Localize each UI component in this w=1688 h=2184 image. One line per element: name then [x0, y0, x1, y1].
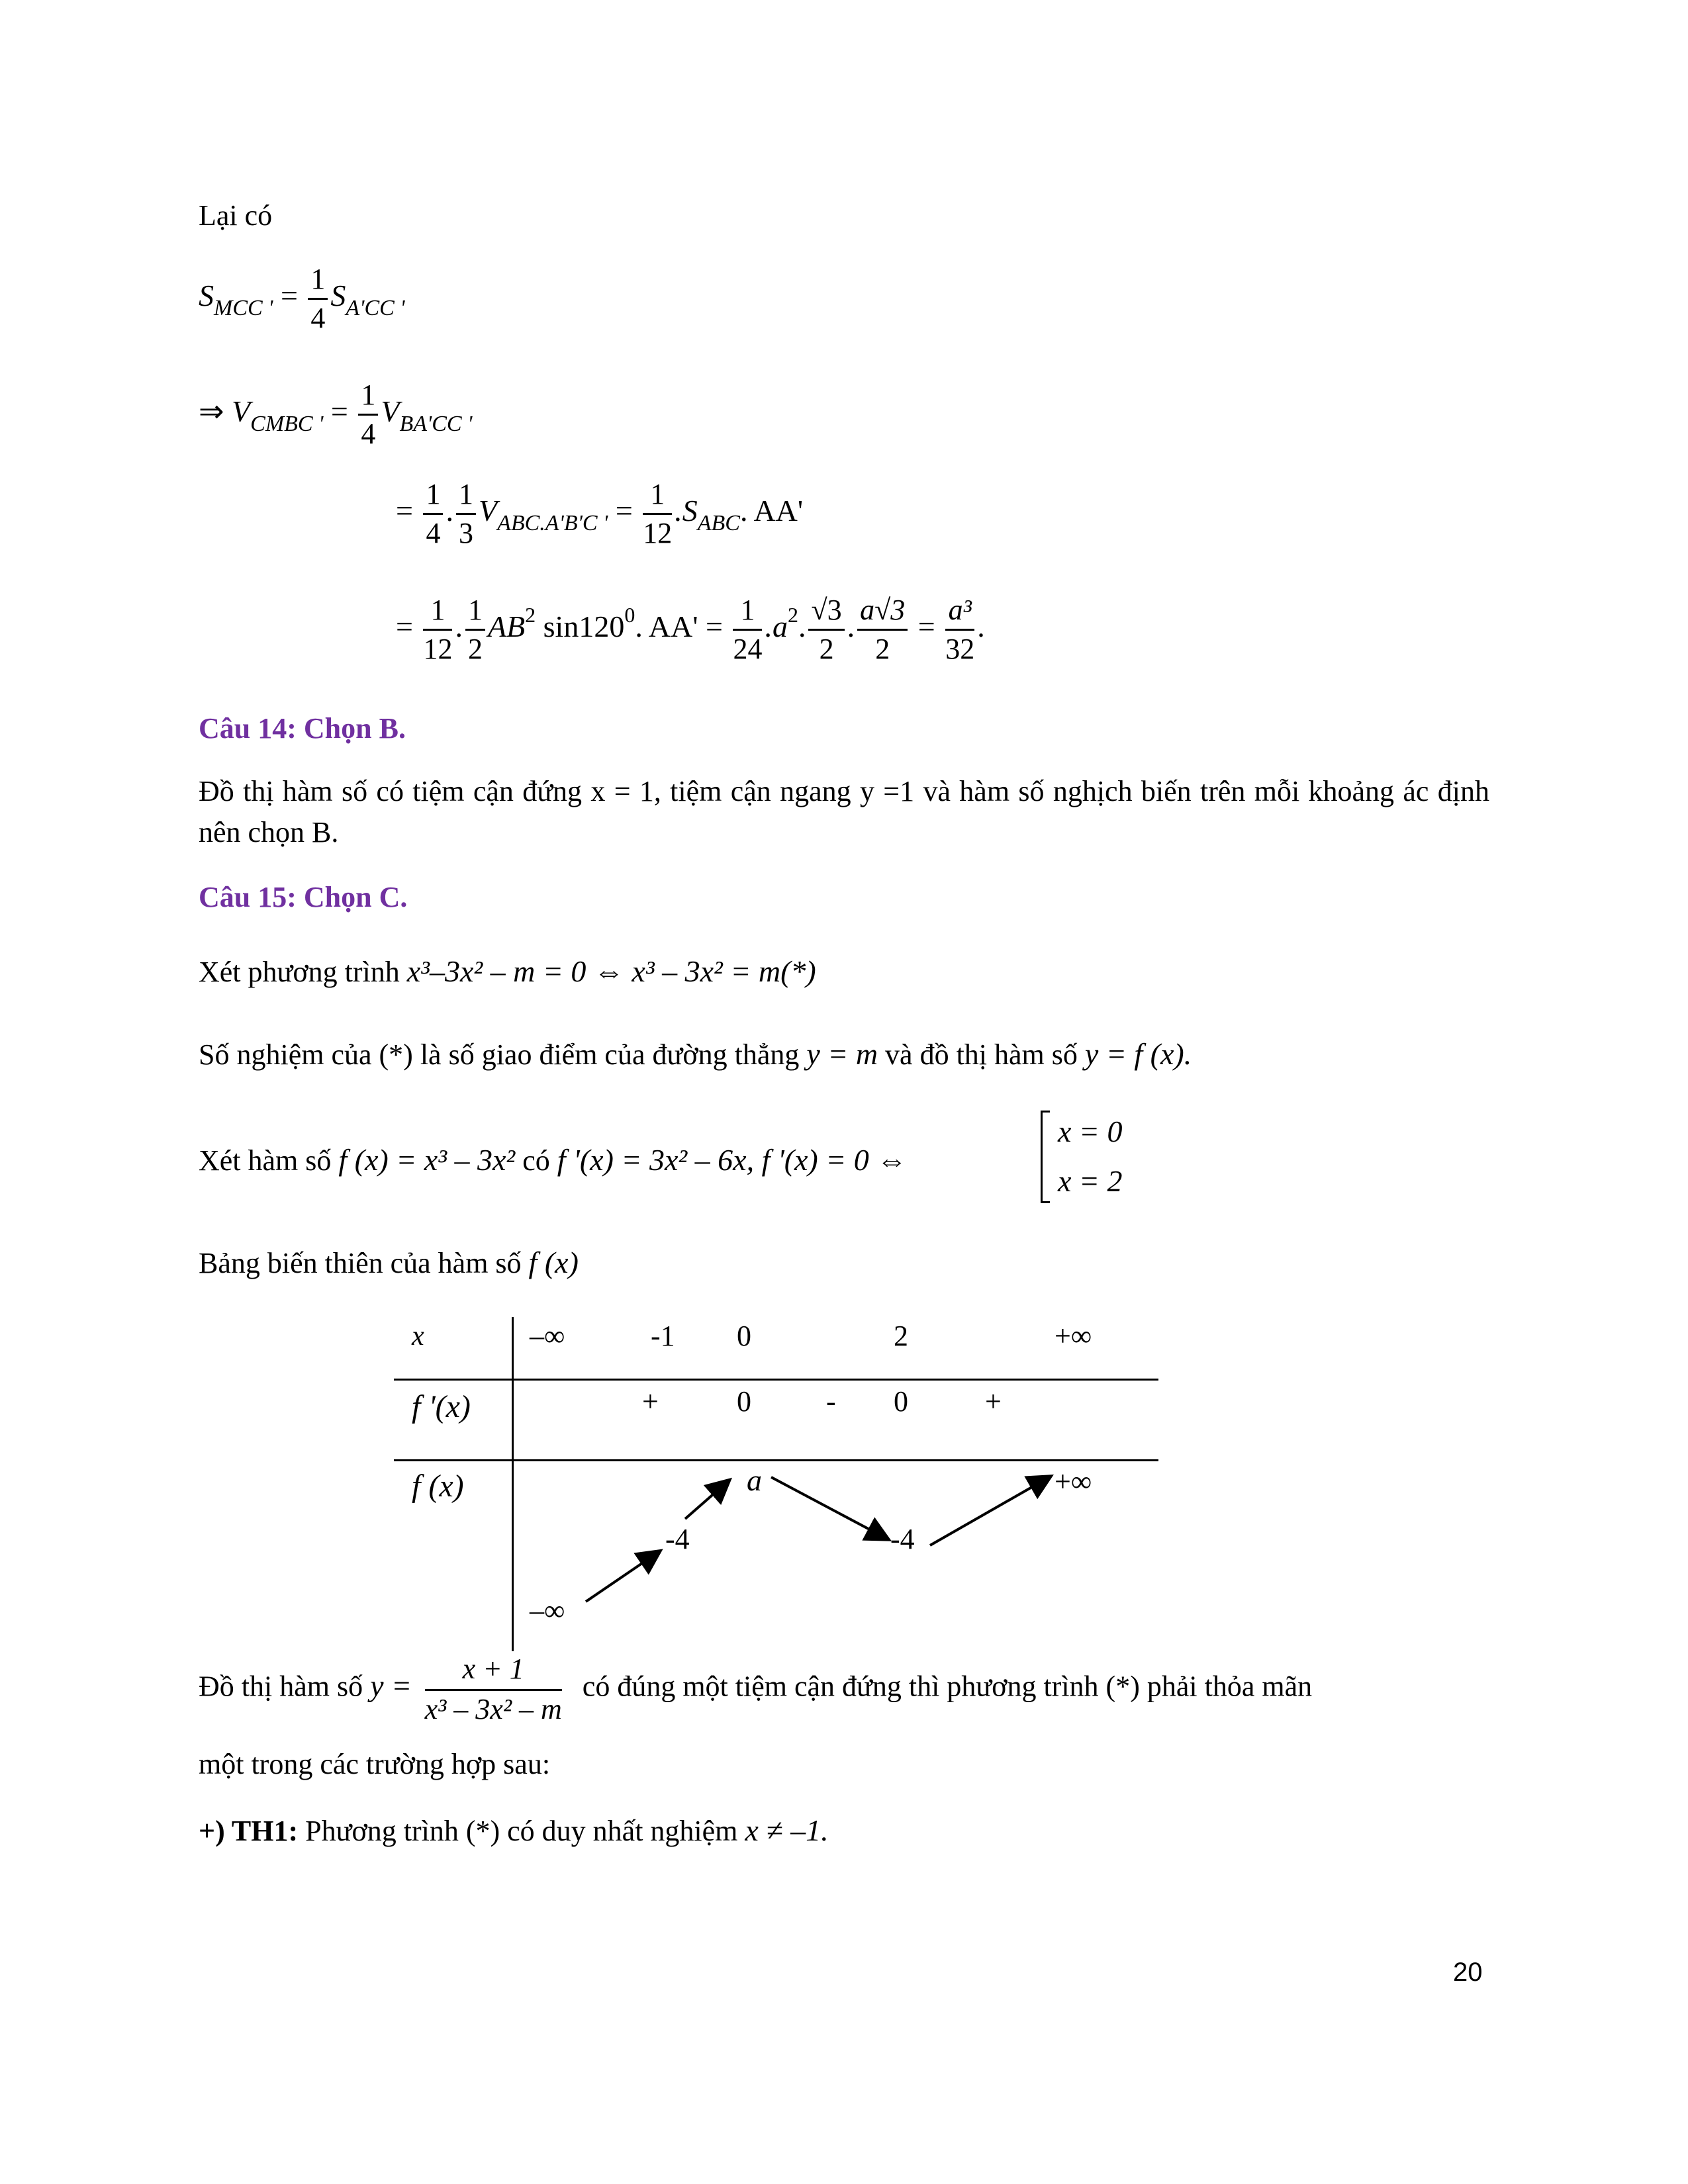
eq2-lhs-var: V — [232, 394, 251, 429]
eq4-deg: 0 — [624, 603, 635, 627]
eq3-s-sub: ABC — [697, 511, 740, 536]
conclusion-fraction — [425, 1655, 562, 1724]
q15-line2-math-b: y = f (x). — [1084, 1037, 1192, 1071]
f-value-minus4-right: -4 — [890, 1523, 915, 1555]
eq3-f2-num: 1 — [456, 480, 476, 515]
eq3-equals2: = — [608, 494, 641, 528]
fprime-sign-plus-2: + — [985, 1385, 1002, 1418]
eq4-f6-num: a³ — [945, 596, 974, 631]
eq4-f4-den: 2 — [819, 633, 834, 665]
eq4-f5-den: 2 — [875, 633, 890, 665]
x-value-pos-inf: +∞ — [1055, 1320, 1092, 1352]
eq1-rhs-var: S — [330, 279, 346, 313]
eq3-f3-den: 12 — [643, 517, 673, 549]
row-label-x: x — [412, 1321, 424, 1351]
eq1-lhs-sub: MCC ' — [214, 296, 273, 321]
f-value-pos-inf: +∞ — [1055, 1465, 1092, 1498]
arrow-down — [771, 1477, 887, 1539]
conclusion-num: x + 1 — [425, 1655, 562, 1691]
eq4-f4-num: √3 — [808, 596, 844, 631]
case-x2: x = 2 — [1058, 1164, 1123, 1198]
q15-line3-text-a: Xét hàm số — [199, 1144, 339, 1177]
eq4-dot: . — [455, 610, 463, 644]
q15-line2-text-b: và đồ thị hàm số — [878, 1038, 1085, 1071]
eq1-den: 4 — [310, 302, 326, 334]
x-value-2: 2 — [894, 1320, 908, 1352]
eq2-num: 1 — [358, 381, 378, 416]
q15-line3-math-b: f '(x) = 3x² – 6x, f '(x) = 0 ⇔ — [557, 1143, 908, 1177]
eq4-f2-num: 1 — [465, 596, 485, 631]
q15-line2-text-a: Số nghiệm của (*) là số giao điểm của đường thẳng — [199, 1038, 807, 1071]
fprime-zero-2: 0 — [894, 1385, 908, 1418]
conclusion-text-b: có đúng một tiệm cận đứng thì phương trình (*) phải thỏa mãn — [575, 1670, 1313, 1703]
eq1-rhs-sub: A'CC ' — [346, 296, 405, 321]
th1-text: Phương trình (*) có duy nhất nghiệm — [298, 1815, 745, 1847]
eq2-rhs-sub: BA'CC ' — [399, 412, 473, 437]
fprime-zero-1: 0 — [737, 1385, 751, 1418]
q15-line4-text: Bảng biến thiên của hàm số — [199, 1247, 529, 1279]
eq3-f2-den: 3 — [458, 517, 473, 549]
eq2-equals: = — [323, 394, 356, 429]
eq3-f1-num: 1 — [423, 480, 443, 515]
eq4-f6-den: 32 — [945, 633, 975, 665]
th1-line — [199, 1812, 829, 1849]
eq4-f1-num: 1 — [423, 596, 452, 631]
case-x0: x = 0 — [1058, 1115, 1123, 1148]
f-value-a: a — [747, 1463, 762, 1497]
eq2-rhs-var: V — [381, 394, 400, 429]
row-label-fprime: f '(x) — [412, 1389, 471, 1424]
eq4-dot2: . — [798, 610, 806, 644]
conclusion-den: x³ – 3x² – m — [424, 1693, 562, 1725]
q14-body: Đồ thị hàm số có tiệm cận đứng x = 1, tiệm cận ngang y =1 và hàm số nghịch biến trên mỗi khoảng ác định nên chọn B. — [199, 775, 1489, 848]
eq4-dot3: . — [847, 610, 855, 644]
q15-line1-math: x³–3x² – m = 0 ⇔ x³ – 3x² = m(*) — [406, 954, 816, 988]
f-value-neg-inf: –∞ — [530, 1594, 565, 1627]
eq4-f2-den: 2 — [467, 633, 483, 665]
q15-line3-math-a: f (x) = x³ – 3x² — [338, 1143, 516, 1177]
eq4-sin: sin120 — [536, 610, 625, 644]
eq4-equals2: = — [910, 610, 943, 644]
th1-math: x ≠ –1. — [745, 1813, 829, 1847]
eq2-den: 4 — [361, 418, 376, 450]
f-value-minus4-left: -4 — [665, 1523, 690, 1555]
eq4-ab-sup: 2 — [525, 603, 536, 627]
eq4-f5-num: a√3 — [857, 596, 908, 631]
q15-heading: Câu 15: Chọn C. — [199, 881, 408, 913]
eq3-dot: . — [445, 494, 453, 528]
eq1-equals: = — [273, 279, 306, 313]
eq4-f1-den: 12 — [423, 633, 453, 665]
x-value-minus1: -1 — [651, 1320, 675, 1352]
fprime-sign-plus-1: + — [642, 1385, 659, 1418]
eq3-f1-den: 4 — [426, 517, 441, 549]
eq4-f3-den: 24 — [733, 633, 763, 665]
eq2-lhs-sub: CMBC ' — [250, 412, 324, 437]
conclusion-line2: một trong các trường hợp sau: — [199, 1748, 551, 1780]
fprime-sign-minus: - — [826, 1385, 836, 1418]
q15-line4-math: f (x) — [528, 1246, 579, 1279]
eq3-v: V — [478, 494, 498, 528]
eq4-aa: . AA' = — [635, 610, 731, 644]
conclusion-line — [199, 1655, 1312, 1724]
arrow-up-1 — [586, 1552, 659, 1602]
q15-line1-text: Xét phương trình — [199, 956, 407, 988]
q14-heading: Câu 14: Chọn B. — [199, 712, 406, 745]
conclusion-y-eq: y = — [370, 1668, 420, 1703]
arrow-up-2 — [685, 1481, 728, 1519]
eq3-v-sub: ABC.A'B'C ' — [497, 511, 608, 536]
x-value-0: 0 — [737, 1320, 751, 1352]
eq4-ab: AB — [487, 610, 526, 644]
eq4-end: . — [977, 610, 985, 644]
row-label-f: f (x) — [412, 1469, 464, 1504]
q15-line3-text-b: có — [515, 1144, 557, 1177]
intro-text: Lại có — [199, 199, 273, 232]
eq4-f3-num: 1 — [733, 596, 762, 631]
eq3-tail: . AA' — [739, 494, 804, 528]
page-number: 20 — [1453, 1958, 1483, 1987]
eq3-equals: = — [396, 494, 421, 528]
x-value-neg-inf: –∞ — [530, 1320, 565, 1352]
eq4-a2-sup: 2 — [787, 603, 798, 627]
arrow-up-3 — [930, 1477, 1049, 1545]
conclusion-text-a: Đồ thị hàm số — [199, 1670, 371, 1703]
implies-arrow: ⇒ — [199, 394, 232, 429]
th1-label: +) TH1: — [199, 1815, 299, 1847]
eq3-s: .S — [675, 494, 698, 528]
eq3-f3-num: 1 — [643, 480, 672, 515]
eq4-equals: = — [396, 610, 421, 644]
eq1-num: 1 — [308, 265, 328, 300]
q15-line2-math-a: y = m — [806, 1037, 878, 1071]
eq1-lhs-var: S — [199, 279, 214, 313]
eq4-a2: .a — [765, 610, 788, 644]
